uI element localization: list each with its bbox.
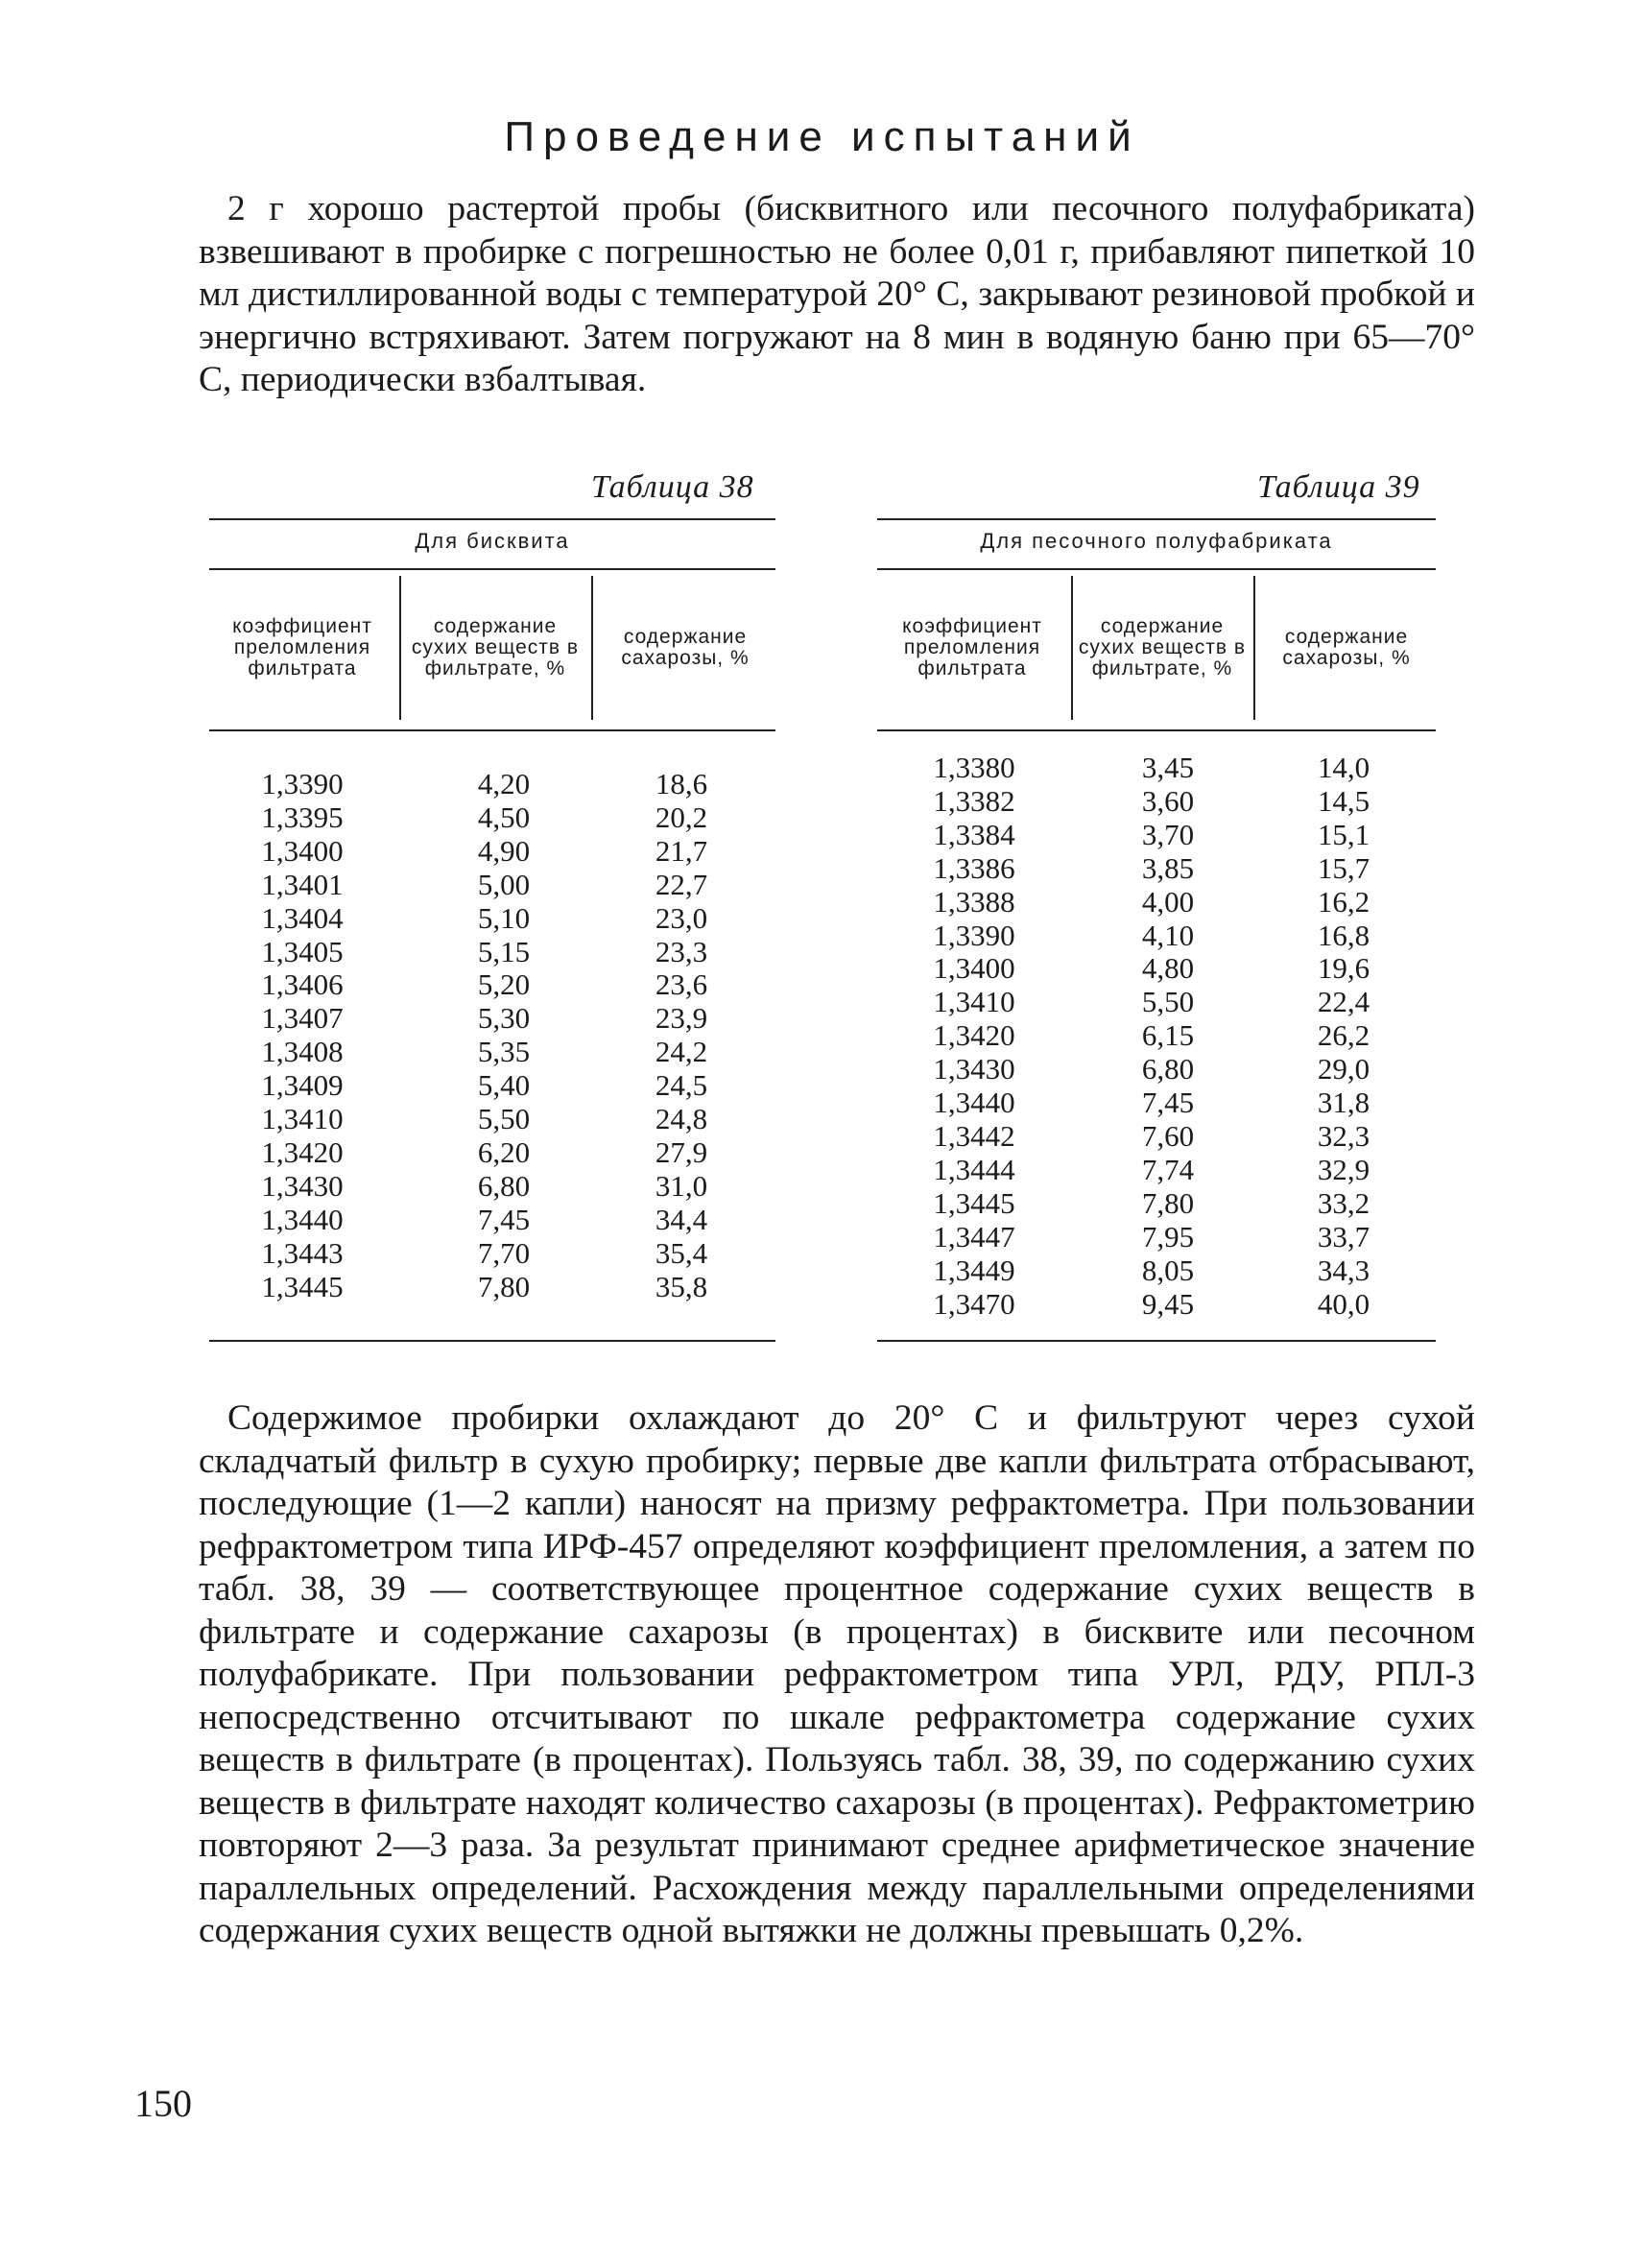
table-cell: 1,3384 bbox=[933, 817, 1015, 851]
table-cell: 5,10 bbox=[477, 900, 531, 935]
table-cell: 4,50 bbox=[477, 800, 531, 834]
table-cell: 5,20 bbox=[477, 967, 531, 1002]
table-cell: 3,85 bbox=[1141, 850, 1195, 885]
table-cell: 35,4 bbox=[655, 1235, 708, 1270]
table-cell: 35,8 bbox=[655, 1269, 708, 1303]
table-cell: 1,3405 bbox=[261, 934, 344, 968]
table-cell: 22,4 bbox=[1317, 985, 1370, 1019]
table-cell: 1,3388 bbox=[933, 884, 1015, 919]
table-cell: 3,45 bbox=[1141, 751, 1195, 784]
table-38-column-refraction bbox=[221, 768, 384, 1304]
page-number: 150 bbox=[134, 2082, 192, 2125]
table-cell: 5,50 bbox=[477, 1102, 531, 1136]
table-39-column-solids bbox=[1086, 752, 1250, 1321]
table-cell: 1,3410 bbox=[933, 985, 1015, 1019]
table-cell: 32,3 bbox=[1317, 1118, 1370, 1153]
table-cell: 1,3406 bbox=[261, 967, 344, 1002]
table-cell: 1,3386 bbox=[933, 850, 1015, 885]
table-cell: 1,3400 bbox=[933, 951, 1015, 986]
table-cell: 1,3470 bbox=[933, 1286, 1015, 1321]
table-cell: 34,3 bbox=[1317, 1253, 1370, 1287]
table-cell: 1,3430 bbox=[261, 1168, 344, 1203]
table-cell: 1,3382 bbox=[933, 783, 1015, 818]
table-cell: 19,6 bbox=[1317, 951, 1370, 986]
table-cell: 7,45 bbox=[477, 1202, 531, 1236]
table-cell: 8,05 bbox=[1141, 1253, 1195, 1287]
table-cell: 40,0 bbox=[1317, 1286, 1370, 1321]
table-38-header-sucrose: содержание сахарозы, % bbox=[621, 626, 750, 669]
table-cell: 1,3400 bbox=[261, 833, 344, 868]
table-cell: 1,3401 bbox=[261, 867, 344, 901]
section-heading: Проведение испытаний bbox=[504, 113, 1140, 160]
table-cell: 1,3445 bbox=[261, 1269, 344, 1303]
table-39-top-rule bbox=[877, 518, 1436, 520]
table-cell: 23,6 bbox=[655, 967, 708, 1002]
table-cell: 7,60 bbox=[1141, 1118, 1195, 1153]
table-cell: 6,80 bbox=[1141, 1052, 1195, 1086]
table-cell: 7,74 bbox=[1141, 1152, 1195, 1186]
table-cell: 1,3390 bbox=[933, 918, 1015, 952]
table-cell: 24,5 bbox=[655, 1068, 708, 1103]
table-cell: 1,3380 bbox=[933, 751, 1015, 784]
table-cell: 1,3449 bbox=[933, 1253, 1015, 1287]
table-38-column-solids bbox=[422, 768, 585, 1304]
table-cell: 21,7 bbox=[655, 833, 708, 868]
table-cell: 23,0 bbox=[655, 900, 708, 935]
table-39-header-rule bbox=[877, 729, 1436, 731]
table-cell: 7,45 bbox=[1141, 1086, 1195, 1120]
table-cell: 7,95 bbox=[1141, 1219, 1195, 1253]
table-39-caption: Таблица 39 bbox=[1257, 469, 1420, 505]
table-39-title-rule bbox=[877, 568, 1436, 570]
table-cell: 5,35 bbox=[477, 1035, 531, 1069]
table-38-bottom-rule bbox=[209, 1340, 775, 1342]
table-cell: 1,3444 bbox=[933, 1152, 1015, 1186]
table-cell: 23,9 bbox=[655, 1001, 708, 1036]
table-cell: 1,3440 bbox=[261, 1202, 344, 1236]
table-cell: 5,50 bbox=[1141, 985, 1195, 1019]
table-cell: 1,3410 bbox=[261, 1102, 344, 1136]
table-cell: 1,3447 bbox=[933, 1219, 1015, 1253]
table-cell: 1,3395 bbox=[261, 800, 344, 834]
table-cell: 3,70 bbox=[1141, 817, 1195, 851]
table-39-header-sucrose: содержание сахарозы, % bbox=[1282, 626, 1411, 669]
table-cell: 16,2 bbox=[1317, 884, 1370, 919]
table-cell: 15,7 bbox=[1317, 850, 1370, 885]
table-cell: 4,80 bbox=[1141, 951, 1195, 986]
table-39-title: Для песочного полуфабриката bbox=[980, 529, 1333, 553]
table-39-column-refraction bbox=[893, 752, 1056, 1321]
table-cell: 4,20 bbox=[477, 767, 531, 800]
table-38-divider-1 bbox=[399, 576, 401, 720]
table-cell: 7,80 bbox=[1141, 1185, 1195, 1220]
table-cell: 5,40 bbox=[477, 1068, 531, 1103]
table-38-title: Для бисквита bbox=[415, 529, 570, 553]
table-cell: 33,2 bbox=[1317, 1185, 1370, 1220]
table-cell: 1,3390 bbox=[261, 767, 344, 800]
table-cell: 31,0 bbox=[655, 1168, 708, 1203]
table-38-title-rule bbox=[209, 568, 775, 570]
table-cell: 16,8 bbox=[1317, 918, 1370, 952]
table-cell: 5,00 bbox=[477, 867, 531, 901]
table-cell: 32,9 bbox=[1317, 1152, 1370, 1186]
table-cell: 14,0 bbox=[1317, 751, 1370, 784]
table-cell: 1,3443 bbox=[261, 1235, 344, 1270]
table-cell: 31,8 bbox=[1317, 1086, 1370, 1120]
table-cell: 1,3420 bbox=[933, 1018, 1015, 1053]
table-cell: 29,0 bbox=[1317, 1052, 1370, 1086]
table-cell: 27,9 bbox=[655, 1134, 708, 1169]
intro-paragraph: 2 г хорошо растертой пробы (бисквитного или песочного полуфабриката) взвешивают в пробирке с погрешностью не более 0,01 г, прибавляют пипеткой 10 мл дистиллированной воды с температурой 20° С, закрывают резиновой пробкой и энергично встряхивают. Затем погружают на 8 мин в водяную баню при 65—70° С, периодически взбалтывая. bbox=[199, 189, 1475, 399]
table-39-divider-2 bbox=[1253, 576, 1255, 720]
table-cell: 3,60 bbox=[1141, 783, 1195, 818]
table-cell: 6,15 bbox=[1141, 1018, 1195, 1053]
table-cell: 4,00 bbox=[1141, 884, 1195, 919]
table-cell: 15,1 bbox=[1317, 817, 1370, 851]
table-cell: 34,4 bbox=[655, 1202, 708, 1236]
table-cell: 26,2 bbox=[1317, 1018, 1370, 1053]
table-cell: 1,3420 bbox=[261, 1134, 344, 1169]
table-38-top-rule bbox=[209, 518, 775, 520]
table-cell: 6,80 bbox=[477, 1168, 531, 1203]
table-cell: 1,3407 bbox=[261, 1001, 344, 1036]
table-38-header-solids: содержание сухих веществ в фильтрате, % bbox=[411, 615, 580, 680]
table-cell: 7,70 bbox=[477, 1235, 531, 1270]
table-cell: 20,2 bbox=[655, 800, 708, 834]
table-cell: 1,3408 bbox=[261, 1035, 344, 1069]
table-38-header-refraction: коэффициент преломления фильтрата bbox=[232, 615, 372, 680]
table-cell: 6,20 bbox=[477, 1134, 531, 1169]
table-39-header-solids: содержание сухих веществ в фильтрате, % bbox=[1078, 615, 1247, 680]
table-39-column-sucrose bbox=[1267, 752, 1420, 1321]
table-cell: 1,3404 bbox=[261, 900, 344, 935]
table-cell: 5,15 bbox=[477, 934, 531, 968]
table-cell: 5,30 bbox=[477, 1001, 531, 1036]
table-cell: 1,3445 bbox=[933, 1185, 1015, 1220]
table-cell: 1,3409 bbox=[261, 1068, 344, 1103]
table-cell: 24,2 bbox=[655, 1035, 708, 1069]
table-39-header-refraction: коэффициент преломления фильтрата bbox=[902, 615, 1042, 680]
table-cell: 18,6 bbox=[655, 767, 708, 800]
table-cell: 7,80 bbox=[477, 1269, 531, 1303]
table-38-header-rule bbox=[209, 729, 775, 731]
table-cell: 4,10 bbox=[1141, 918, 1195, 952]
table-38-caption: Таблица 38 bbox=[591, 469, 754, 505]
table-cell: 22,7 bbox=[655, 867, 708, 901]
table-39-bottom-rule bbox=[877, 1340, 1436, 1342]
procedure-paragraph: Содержимое пробирки охлаждают до 20° С и фильтруют через сухой складчатый фильтр в сухую пробирку; первые две капли фильтрата отбрасывают, последующие (1—2 капли) наносят на призму рефрактометра. При пользовании рефрактометром типа ИРФ-457 определяют коэффициент преломления, а затем по табл. 38, 39 — соответствующее процентное содержание сухих веществ в фильтрате и содержание сахарозы (в процентах) в бисквите или песочном полуфабрикате. При пользовании рефрактометром типа УРЛ, РДУ, РПЛ-3 непосредственно отсчитывают по шкале рефрактометра содержание сухих веществ в фильтрате (в процентах). Пользуясь табл. 38, 39, по содержанию сухих веществ в фильтрате находят количество сахарозы (в процентах). Рефрактометрию повторяют 2—3 раза. За результат принимают среднее арифметическое значение параллельных определений. Расхождения между параллельными определениями содержания сухих веществ одной вытяжки не должны превышать 0,2%. bbox=[199, 1398, 1475, 1950]
table-cell: 33,7 bbox=[1317, 1219, 1370, 1253]
table-cell: 23,3 bbox=[655, 934, 708, 968]
table-38-column-sucrose bbox=[605, 768, 758, 1304]
table-cell: 1,3442 bbox=[933, 1118, 1015, 1153]
table-cell: 24,8 bbox=[655, 1102, 708, 1136]
table-cell: 4,90 bbox=[477, 833, 531, 868]
table-39-divider-1 bbox=[1071, 576, 1073, 720]
table-cell: 14,5 bbox=[1317, 783, 1370, 818]
table-cell: 9,45 bbox=[1141, 1286, 1195, 1321]
table-38-divider-2 bbox=[591, 576, 593, 720]
table-cell: 1,3430 bbox=[933, 1052, 1015, 1086]
table-cell: 1,3440 bbox=[933, 1086, 1015, 1120]
